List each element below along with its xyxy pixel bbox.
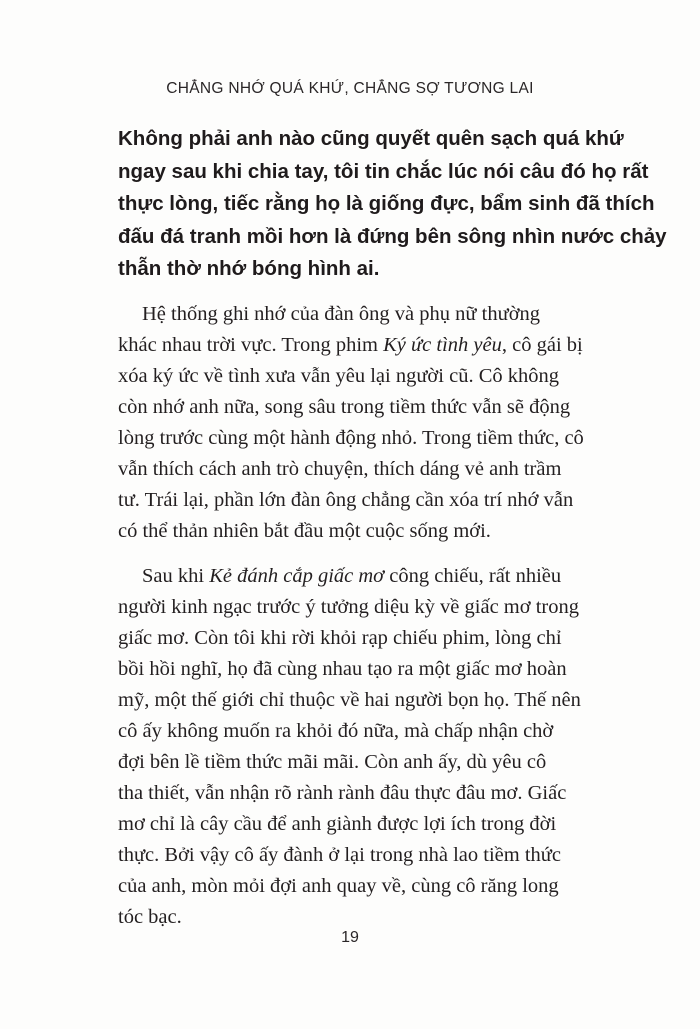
body-paragraph-1 xyxy=(118,299,598,547)
text-line: Hệ thống ghi nhớ của đàn ông và phụ nữ thường xyxy=(142,303,541,325)
text-line: cô ấy không muốn ra khỏi đó nữa, mà chấp nhận chờ xyxy=(118,720,554,742)
text-segment: khác nhau trời vực. Trong phim xyxy=(118,334,384,356)
text-line: lòng trước cùng một hành động nhỏ. Trong tiềm thức, cô xyxy=(118,427,584,449)
text-line xyxy=(118,330,598,361)
text-line: tóc bạc. xyxy=(118,906,182,928)
text-line: giấc mơ. Còn tôi khi rời khỏi rạp chiếu phim, lòng chỉ xyxy=(118,627,562,649)
text-line: vẫn thích cách anh trò chuyện, thích dáng vẻ anh trầm xyxy=(118,458,562,480)
text-line: còn nhớ anh nữa, song sâu trong tiềm thức vẫn sẽ động xyxy=(118,396,571,418)
text-line: tư. Trái lại, phần lớn đàn ông chẳng cần xóa trí nhớ vẫn xyxy=(118,489,574,511)
text-line xyxy=(118,561,598,592)
text-line: mỹ, một thế giới chỉ thuộc về hai người bọn họ. Thế nên xyxy=(118,689,581,711)
film-title: Ký ức tình yêu xyxy=(383,334,502,356)
text-line: có thể thản nhiên bắt đầu một cuộc sống mới. xyxy=(118,520,491,542)
text-segment: Sau khi xyxy=(142,565,210,587)
lead-line: thẫn thờ nhớ bóng hình ai. xyxy=(118,257,380,280)
lead-paragraph xyxy=(118,123,667,286)
text-line: người kinh ngạc trước ý tưởng diệu kỳ về giấc mơ trong xyxy=(118,596,579,618)
text-line: đợi bên lề tiềm thức mãi mãi. Còn anh ấy, dù yêu cô xyxy=(118,751,547,773)
lead-line: ngay sau khi chia tay, tôi tin chắc lúc nói câu đó họ rất xyxy=(118,159,649,183)
text-line: tha thiết, vẫn nhận rõ rành rành đâu thực đâu mơ. Giấc xyxy=(118,782,567,804)
lead-line: Không phải anh nào cũng quyết quên sạch quá khứ xyxy=(118,127,624,150)
text-segment: , cô gái bị xyxy=(501,334,583,356)
page-number: 19 xyxy=(341,929,359,946)
lead-line: đấu đá tranh mồi hơn là đứng bên sông nhìn nước chảy xyxy=(118,224,667,248)
text-line: mơ chỉ là cây cầu để anh giành được lợi ích trong đời xyxy=(118,813,557,835)
lead-line: thực lòng, tiếc rằng họ là giống đực, bẩm sinh đã thích xyxy=(118,192,655,215)
text-line: xóa ký ức về tình xưa vẫn yêu lại người cũ. Cô không xyxy=(118,365,559,387)
text-line: thực. Bởi vậy cô ấy đành ở lại trong nhà lao tiềm thức xyxy=(118,844,561,866)
text-segment: công chiếu, rất nhiều xyxy=(384,565,562,587)
text-line: bồi hồi nghĩ, họ đã cùng nhau tạo ra một giấc mơ hoàn xyxy=(118,658,567,680)
body-paragraph-2 xyxy=(118,561,598,933)
running-header: CHẲNG NHỚ QUÁ KHỨ, CHẲNG SỢ TƯƠNG LAI xyxy=(166,80,534,97)
film-title: Kẻ đánh cắp giấc mơ xyxy=(209,565,385,587)
text-line: của anh, mòn mỏi đợi anh quay về, cùng cô răng long xyxy=(118,875,559,897)
